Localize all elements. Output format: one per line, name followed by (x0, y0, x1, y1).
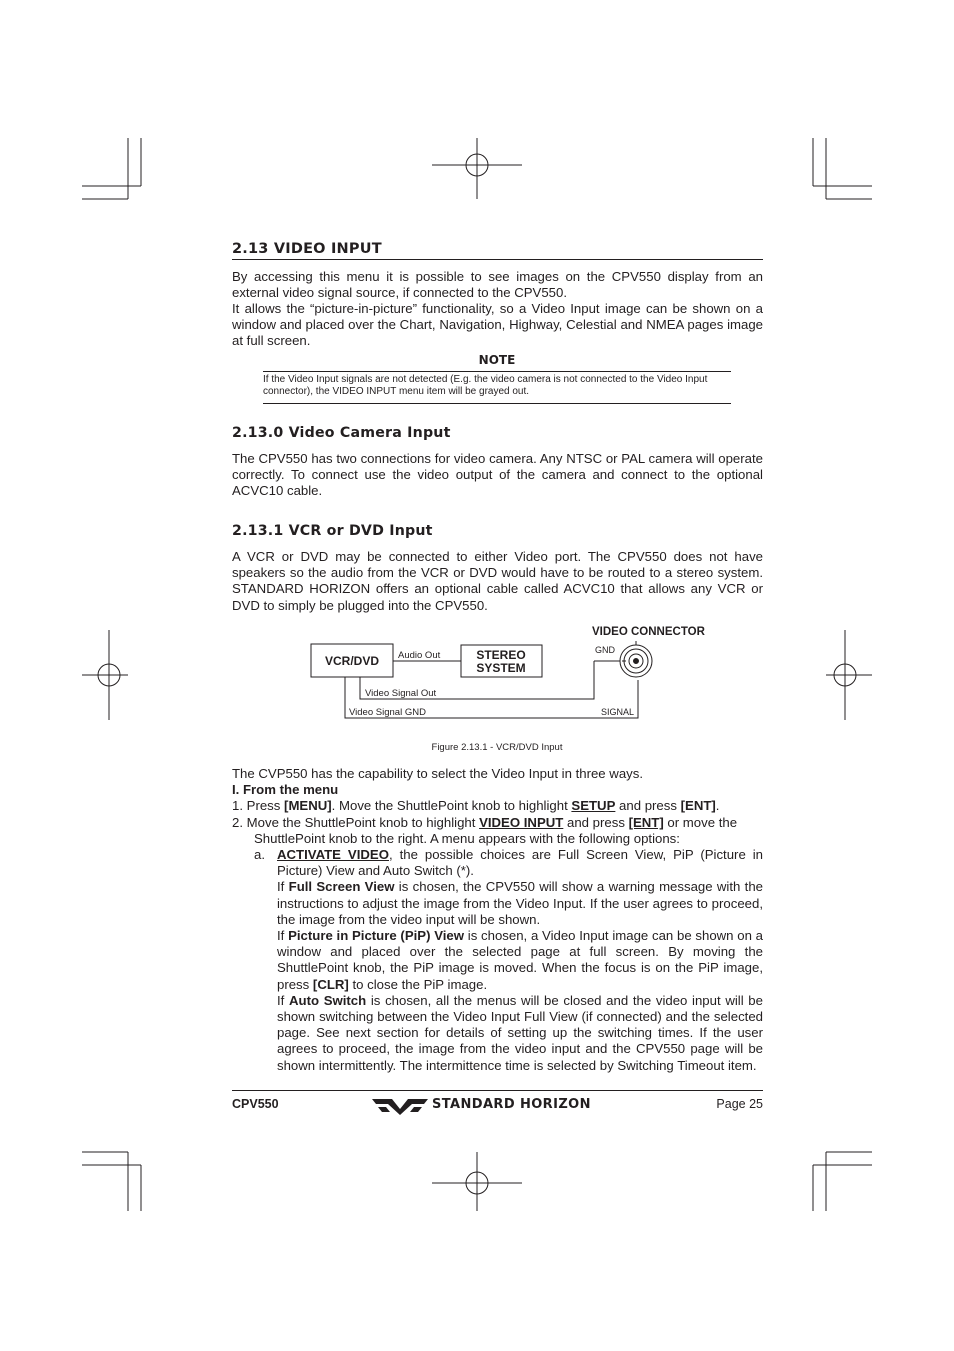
intro-paragraph-1: By accessing this menu it is possible to see images on the CPV550 display from an external video signal source, if connected to the CPV550. (232, 269, 763, 301)
footer-brand: STANDARD HORIZON (432, 1097, 591, 1112)
step-1-text-a: 1. Press (232, 798, 285, 813)
activate-video-para (277, 847, 763, 879)
figure-caption: Figure 2.13.1 - VCR/DVD Input (431, 742, 563, 753)
step-1-text-b: . Move the ShuttlePoint knob to highlight (331, 798, 572, 813)
footer-rule (232, 1090, 763, 1091)
auto-switch-text: is chosen, all the menus will be closed and the video input will be shown switching between the Video Input Full View (if connected) and the selected page. See next section for details of setting up the switching times. If the user agrees to proceed, the image from the video input and the CPV550 page will be shown intermittently. The intermittence time is selected by Switching Timeout item. (277, 992, 763, 1073)
menu-video-input: VIDEO INPUT (479, 815, 564, 830)
note-title: NOTE (478, 353, 516, 367)
step-1-text-d: . (715, 798, 720, 813)
standard-horizon-logo-icon (370, 1096, 430, 1116)
activate-video-text: , the possible choices are Full Screen View, PiP (Picture in Picture) View and Auto Switch (*). (277, 847, 764, 879)
step-2 (232, 815, 763, 831)
full-screen-para (277, 879, 763, 928)
video-connector-title: VIDEO CONNECTOR (592, 626, 705, 638)
video-signal-out-label: Video Signal Out (365, 688, 437, 699)
intro-paragraph-2: It allows the “picture-in-picture” functionality, so a Video Input image can be shown on a window and placed over the Chart, Navigation, Highway, Celestial and NMEA pages image at full screen. (232, 301, 763, 349)
step-1 (232, 798, 763, 814)
menu-setup: SETUP (571, 798, 616, 813)
option-a-marker: a. (254, 847, 265, 862)
signal-label: SIGNAL (601, 707, 635, 717)
from-menu-title-text: I. From the menu (232, 782, 339, 797)
subsection-title-vcr-dvd: 2.13.1 VCR or DVD Input (232, 523, 433, 539)
auto-switch-title: Auto Switch (289, 992, 367, 1008)
subsection-title-video-camera: 2.13.0 Video Camera Input (232, 425, 451, 441)
full-screen-title: Full Screen View (288, 879, 395, 895)
video-signal-gnd-label: Video Signal GND (349, 707, 426, 718)
full-screen-text: is chosen, the CPV550 will show a warning message with the instructions to adjust the image from the Video Input. If the user agrees to proceed, the image from the video input will be shown. (277, 879, 763, 927)
auto-switch-para (277, 993, 763, 1074)
note-text: If the Video Input signals are not detected (E.g. the video camera is not connected to the Video Input connector), the VIDEO INPUT menu item will be grayed out. (263, 374, 708, 397)
pip-para (277, 928, 763, 993)
key-clr: [CLR] (312, 976, 349, 992)
activate-video-title: ACTIVATE VIDEO (277, 847, 389, 862)
pip-title: Picture in Picture (PiP) View (288, 928, 465, 944)
full-screen-if: If (277, 879, 289, 895)
video-camera-paragraph: The CPV550 has two connections for video camera. Any NTSC or PAL camera will operate correctly. To connect use the video output of the camera and connect to the optional ACVC10 cable. (232, 451, 763, 499)
pip-text-2: to close the PiP image. (348, 976, 488, 992)
audio-out-label: Audio Out (398, 650, 441, 661)
footer-model: CPV550 (232, 1097, 279, 1111)
bnc-connector-icon (620, 641, 652, 677)
pip-if: If (277, 928, 289, 944)
pip-text-1: is chosen, a Video Input image can be shown on a window and placed over the selected page at full screen. By moving the ShuttlePoint knob, the PiP image is moved. When the focus is on the PiP image, press (277, 928, 763, 992)
option-a-paragraph (277, 847, 763, 1074)
from-menu-title (232, 782, 338, 798)
stereo-label-1: STEREO (476, 648, 526, 662)
step-2-text-a: 2. Move the ShuttlePoint knob to highlight (232, 815, 480, 830)
gnd-label: GND (595, 645, 615, 655)
key-menu: [MENU] (284, 798, 332, 813)
key-ent-2: [ENT] (628, 815, 664, 830)
footer-page-number: Page 25 (716, 1097, 763, 1111)
vcr-dvd-paragraph: A VCR or DVD may be connected to either Video port. The CPV550 does not have speakers so the audio from the VCR or DVD would have to be routed to a stereo system. STANDARD HORIZON offers an optional cable called ACVC10 that allows any VCR or DVD to simply be plugged into the CPV550. (232, 549, 763, 613)
step-2-text-b: and press (563, 815, 629, 830)
key-ent-1: [ENT] (680, 798, 716, 813)
auto-switch-if: If (277, 992, 289, 1008)
section-title: 2.13 VIDEO INPUT (232, 241, 382, 257)
step-2-text-c: or move the (663, 815, 738, 830)
step-2-line-2: ShuttlePoint knob to the right. A menu appears with the following options: (254, 831, 680, 846)
ways-intro: The CVP550 has the capability to select the Video Input in three ways. (232, 766, 644, 781)
step-1-text-c: and press (615, 798, 681, 813)
stereo-label-2: SYSTEM (476, 661, 526, 675)
vcr-dvd-label: VCR/DVD (324, 654, 380, 668)
